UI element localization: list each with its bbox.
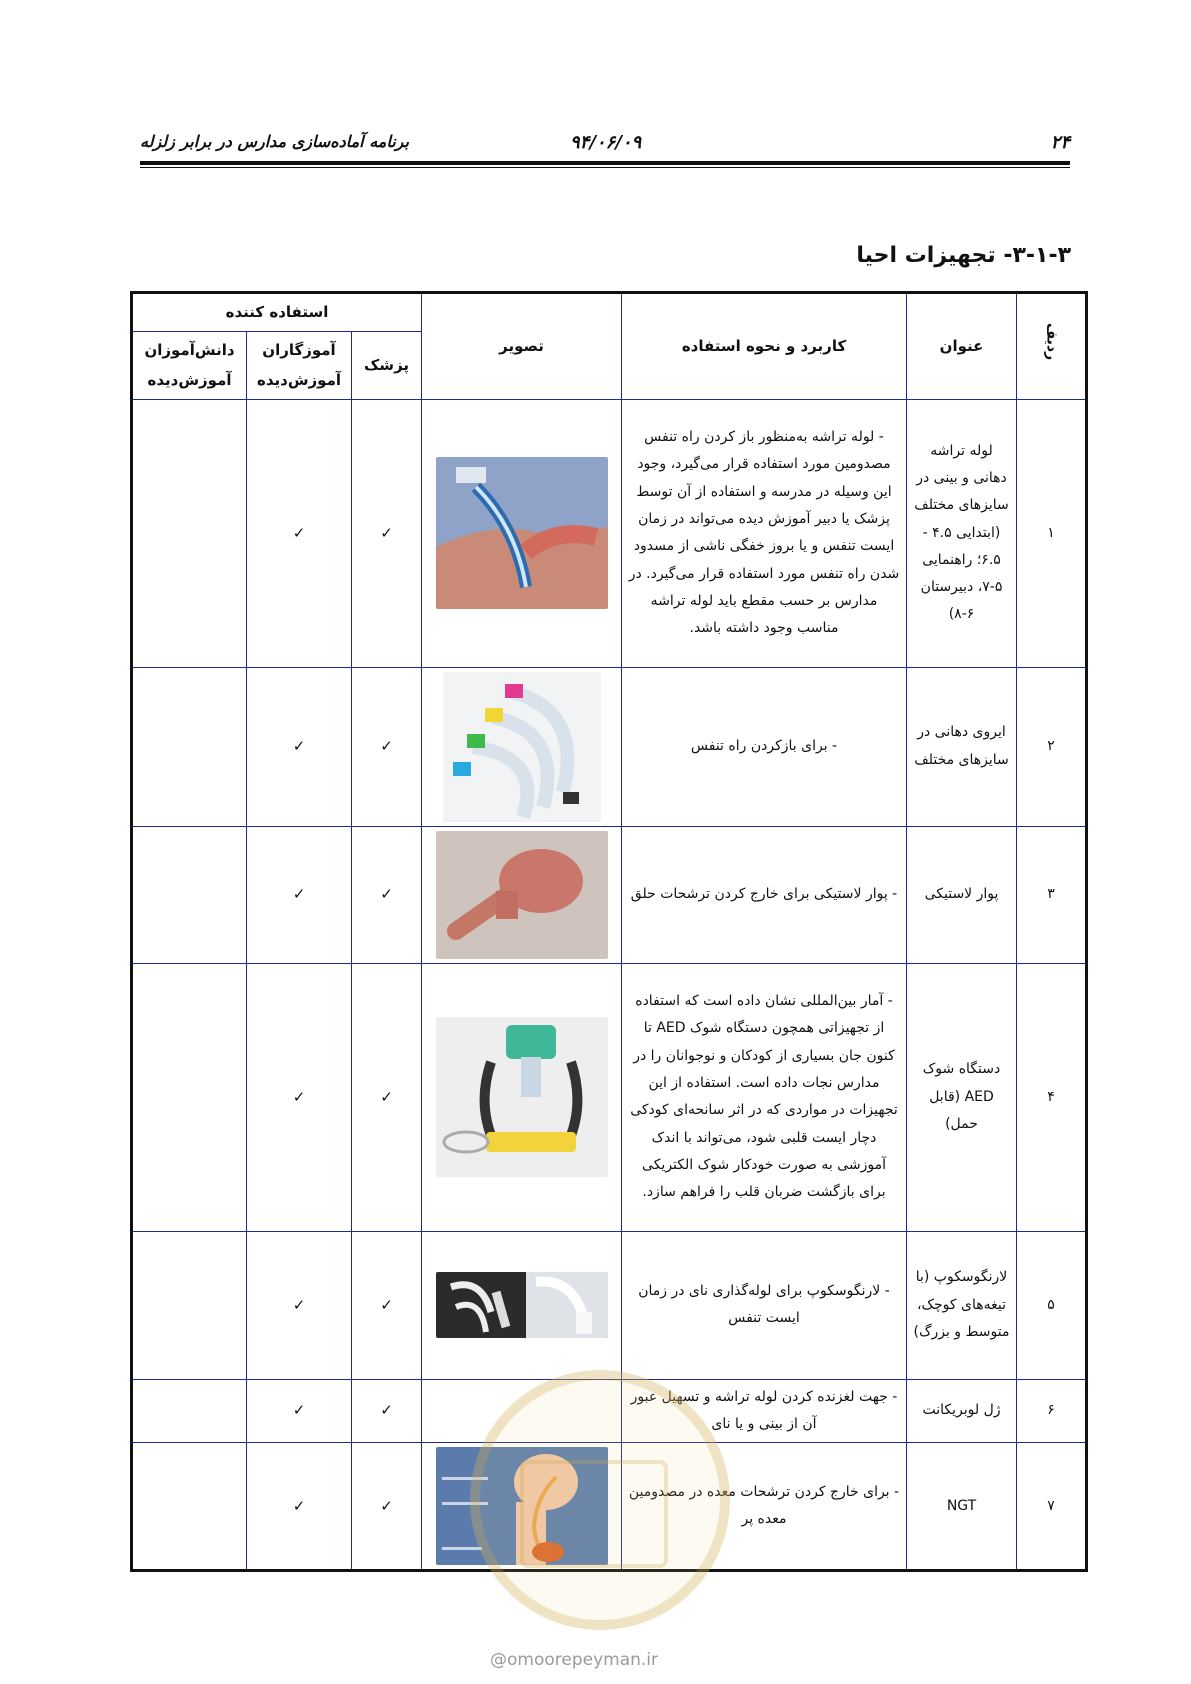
table-row: [132, 1379, 1087, 1443]
row-usage: - جهت لغزنده کردن لوله تراشه و تسهیل عبور آن از بینی و یا نای: [622, 1379, 907, 1443]
rubber-bulb-syringe-image: [436, 831, 608, 959]
equipment-table: [130, 291, 1088, 1572]
row-title: دستگاه شوک AED (قابل حمل): [907, 963, 1017, 1231]
row-image-cell: [422, 667, 622, 826]
header-trained-students: دانش‌آموزان آموزش‌دیده: [132, 332, 247, 400]
oral-airway-image: [443, 672, 601, 822]
check-trained-students: [132, 1231, 247, 1379]
check-trained-students: [132, 826, 247, 963]
row-usage: - برای بازکردن راه تنفس: [622, 667, 907, 826]
aed-device-image: [436, 1017, 608, 1177]
row-number: ۷: [1017, 1443, 1087, 1571]
table-header-row: [132, 293, 1087, 332]
table-row: [132, 1231, 1087, 1379]
check-trained-teachers: ✓: [247, 1231, 352, 1379]
check-physician: ✓: [352, 963, 422, 1231]
page-header: [140, 128, 1070, 168]
row-usage: - آمار بین‌المللی نشان داده است که استفاده از تجهیزاتی همچون دستگاه شوک AED تا کنون جان بسیاری از کودکان و نوجوانان را در مدارس نجات داده است. استفاده از این تجهیزات در مواردی که در اثر سانحه‌ای کودکی دچار ایست قلبی شود، می‌تواند با اندک آموزشی به صورت خودکار شوک الکتریکی برای بازگشت ضربان قلب را فراهم سازد.: [622, 963, 907, 1231]
row-title: ایروی دهانی در سایزهای مختلف: [907, 667, 1017, 826]
row-image-cell: [422, 1443, 622, 1571]
header-title: عنوان: [907, 293, 1017, 400]
table-row: [132, 826, 1087, 963]
check-trained-teachers: ✓: [247, 1443, 352, 1571]
row-title: NGT: [907, 1443, 1017, 1571]
check-trained-teachers: ✓: [247, 667, 352, 826]
row-usage: - لارنگوسکوپ برای لوله‌گذاری نای در زمان ایست تنفس: [622, 1231, 907, 1379]
footer-watermark-text: @omoorepeyman.ir: [490, 1650, 659, 1670]
header-document-title: برنامه آماده‌سازی مدارس در برابر زلزله: [140, 132, 409, 151]
check-physician: ✓: [352, 1379, 422, 1443]
check-trained-students: [132, 963, 247, 1231]
row-usage: - برای خارج کردن ترشحات معده در مصدومین معده پر: [622, 1443, 907, 1571]
header-rule-thin: [140, 167, 1070, 168]
laryngoscope-image: [436, 1272, 608, 1338]
header-image: تصویر: [422, 293, 622, 400]
check-trained-students: [132, 1379, 247, 1443]
row-usage: - لوله تراشه به‌منظور باز کردن راه تنفس مصدومین مورد استفاده قرار می‌گیرد، وجود این وسیله در مدرسه و استفاده از آن توسط پزشک یا دبیر آموزش دیده می‌تواند در زمان ایست تنفس و یا بروز خفگی ناشی از مسدود شدن راه تنفس مورد استفاده قرار می‌گیرد. در مدارس بر حسب مقطع باید لوله تراشه مناسب وجود داشته باشد.: [622, 399, 907, 667]
row-image-cell: [422, 1231, 622, 1379]
row-number: ۳: [1017, 826, 1087, 963]
check-trained-students: [132, 667, 247, 826]
row-title: ژل لوبریکانت: [907, 1379, 1017, 1443]
table-row: [132, 399, 1087, 667]
check-trained-teachers: ✓: [247, 399, 352, 667]
check-physician: ✓: [352, 1231, 422, 1379]
check-physician: ✓: [352, 667, 422, 826]
row-image-cell: [422, 826, 622, 963]
row-number: ۵: [1017, 1231, 1087, 1379]
header-rule-thick: [140, 161, 1070, 165]
row-title: پوار لاستیکی: [907, 826, 1017, 963]
row-image-cell: [422, 1379, 622, 1443]
check-physician: ✓: [352, 399, 422, 667]
table-row: [132, 963, 1087, 1231]
table-row: [132, 667, 1087, 826]
row-title: لوله تراشه دهانی و بینی در سایزهای مختلف (ابتدایی ۴.۵ - ۶.۵؛ راهنمایی ۵-۷، دبیرستان ۶-۸): [907, 399, 1017, 667]
row-number: ۶: [1017, 1379, 1087, 1443]
header-date: ۹۴/۰۶/۰۹: [570, 132, 642, 153]
table-row: [132, 1443, 1087, 1571]
check-trained-students: [132, 399, 247, 667]
header-usage: کاربرد و نحوه استفاده: [622, 293, 907, 400]
endotracheal-tube-image: [436, 457, 608, 609]
header-users-group: استفاده کننده: [132, 293, 422, 332]
row-image-cell: [422, 963, 622, 1231]
header-physician: پزشک: [352, 332, 422, 400]
row-number: ۴: [1017, 963, 1087, 1231]
check-trained-students: [132, 1443, 247, 1571]
section-title: ۳-۱-۳- تجهیزات احیا: [856, 243, 1071, 268]
check-physician: ✓: [352, 826, 422, 963]
row-image-cell: [422, 399, 622, 667]
row-usage: - پوار لاستیکی برای خارج کردن ترشحات حلق: [622, 826, 907, 963]
header-radif: ردیف: [1017, 293, 1087, 400]
page-number: ۲۴: [1050, 132, 1070, 153]
row-title: لارنگوسکوپ (با تیغه‌های کوچک، متوسط و بزرگ): [907, 1231, 1017, 1379]
check-physician: ✓: [352, 1443, 422, 1571]
check-trained-teachers: ✓: [247, 1379, 352, 1443]
check-trained-teachers: ✓: [247, 963, 352, 1231]
row-number: ۱: [1017, 399, 1087, 667]
nasogastric-tube-diagram-image: [436, 1447, 608, 1565]
check-trained-teachers: ✓: [247, 826, 352, 963]
row-number: ۲: [1017, 667, 1087, 826]
header-trained-teachers: آموزگاران آموزش‌دیده: [247, 332, 352, 400]
